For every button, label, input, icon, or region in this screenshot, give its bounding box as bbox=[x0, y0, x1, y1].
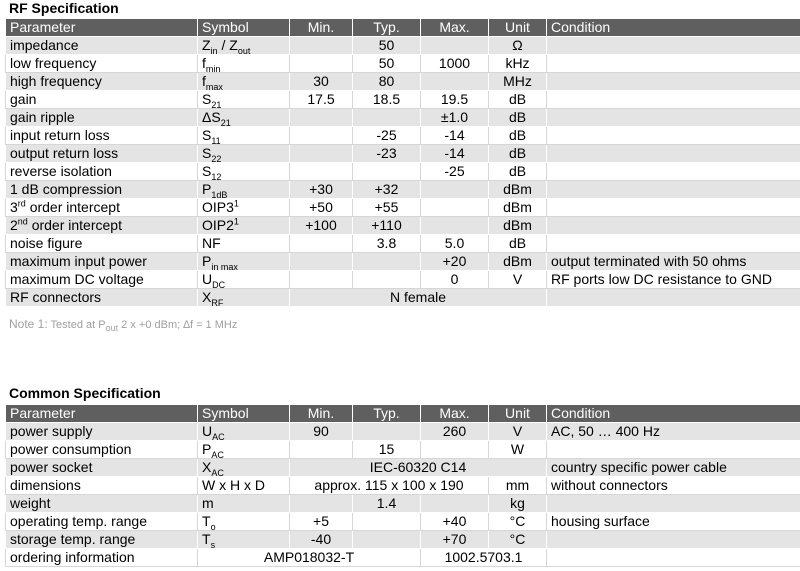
condition-cell bbox=[547, 127, 800, 145]
order-code-cell: 1002.5703.1 bbox=[421, 549, 547, 567]
symbol-superscript: 1 bbox=[233, 216, 239, 227]
parameter-text: power socket bbox=[10, 459, 93, 475]
unit-cell: V bbox=[489, 271, 547, 289]
symbol-text: S bbox=[202, 127, 212, 143]
typ-cell bbox=[353, 423, 421, 441]
symbol-text: X bbox=[202, 459, 212, 475]
parameter-cell bbox=[6, 145, 198, 163]
condition-cell bbox=[547, 289, 800, 307]
column-header: Typ. bbox=[353, 405, 421, 423]
unit-cell: dB bbox=[489, 91, 547, 109]
unit-cell: dB bbox=[489, 163, 547, 181]
min-cell bbox=[290, 163, 353, 181]
symbol-cell bbox=[198, 271, 290, 289]
parameter-text: maximum DC voltage bbox=[10, 271, 144, 287]
table-row bbox=[6, 235, 800, 253]
table-row bbox=[6, 91, 800, 109]
unit-cell: kHz bbox=[489, 55, 547, 73]
typ-cell: -23 bbox=[353, 145, 421, 163]
parameter-sup: rd bbox=[17, 198, 26, 209]
max-cell bbox=[421, 495, 489, 513]
symbol-text: f bbox=[202, 73, 206, 89]
symbol-cell bbox=[198, 235, 290, 253]
symbol-cell bbox=[198, 37, 290, 55]
table-row bbox=[6, 495, 800, 513]
footnote-text-a: Tested at P bbox=[47, 319, 106, 331]
merged-value-cell: N female bbox=[290, 289, 547, 307]
min-cell bbox=[290, 235, 353, 253]
symbol-text: P bbox=[202, 253, 212, 269]
symbol-cell bbox=[198, 145, 290, 163]
symbol-subscript: 12 bbox=[211, 171, 222, 181]
max-cell bbox=[421, 181, 489, 199]
parameter-text: order intercept bbox=[25, 199, 120, 215]
symbol-cell bbox=[198, 199, 290, 217]
order-number-cell: AMP018032-T bbox=[198, 549, 421, 567]
condition-cell bbox=[547, 181, 800, 199]
symbol-cell bbox=[198, 217, 290, 235]
symbol-subscript: in max bbox=[211, 261, 238, 271]
condition-cell: RF ports low DC resistance to GND bbox=[547, 271, 800, 289]
column-header: Unit bbox=[489, 405, 547, 423]
symbol-cell bbox=[198, 531, 290, 549]
column-header: Condition bbox=[547, 19, 800, 37]
typ-cell bbox=[353, 253, 421, 271]
column-header: Parameter bbox=[6, 405, 198, 423]
unit-cell: kg bbox=[489, 495, 547, 513]
typ-cell: +110 bbox=[353, 217, 421, 235]
column-header: Min. bbox=[290, 405, 353, 423]
column-header: Symbol bbox=[198, 19, 290, 37]
table-row bbox=[6, 253, 800, 271]
unit-cell: dB bbox=[489, 127, 547, 145]
condition-cell bbox=[547, 163, 800, 181]
typ-cell: 80 bbox=[353, 73, 421, 91]
max-cell: +70 bbox=[421, 531, 489, 549]
symbol-text: U bbox=[202, 423, 213, 439]
parameter-cell bbox=[6, 477, 198, 495]
column-header: Unit bbox=[489, 19, 547, 37]
condition-cell bbox=[547, 495, 800, 513]
condition-cell bbox=[547, 109, 800, 127]
symbol-cell bbox=[198, 423, 290, 441]
footnote-text-b: 2 x +0 dBm; ∆f = 1 MHz bbox=[118, 319, 238, 331]
table-row bbox=[6, 549, 800, 567]
symbol-text: Z bbox=[202, 37, 211, 53]
min-cell bbox=[290, 127, 353, 145]
typ-cell bbox=[353, 531, 421, 549]
min-cell bbox=[290, 441, 353, 459]
unit-cell: mm bbox=[489, 477, 547, 495]
symbol-cell bbox=[198, 289, 290, 307]
symbol-subscript: AC bbox=[211, 449, 224, 459]
parameter-cell bbox=[6, 109, 198, 127]
symbol-text: m bbox=[202, 495, 214, 511]
table-row bbox=[6, 127, 800, 145]
min-cell bbox=[290, 253, 353, 271]
symbol-text: S bbox=[202, 145, 212, 161]
rf-spec-title: RF Specification bbox=[9, 0, 119, 16]
table-row bbox=[6, 145, 800, 163]
symbol-text: OIP2 bbox=[202, 217, 234, 233]
condition-cell bbox=[547, 91, 800, 109]
symbol-text: S bbox=[202, 163, 212, 179]
parameter-text: dimensions bbox=[10, 477, 81, 493]
parameter-cell bbox=[6, 91, 198, 109]
parameter-prefix: 3 bbox=[10, 199, 18, 215]
symbol-superscript: 1 bbox=[233, 198, 239, 209]
symbol-cell bbox=[198, 109, 290, 127]
table-row bbox=[6, 73, 800, 91]
parameter-text: ordering information bbox=[10, 549, 135, 565]
parameter-cell bbox=[6, 423, 198, 441]
parameter-text: maximum input power bbox=[10, 253, 147, 269]
typ-cell bbox=[353, 163, 421, 181]
parameter-cell bbox=[6, 37, 198, 55]
condition-cell bbox=[547, 531, 800, 549]
symbol-subscript: AC bbox=[211, 467, 224, 477]
parameter-text: gain bbox=[10, 91, 37, 107]
common-spec-table bbox=[5, 404, 800, 567]
parameter-cell bbox=[6, 217, 198, 235]
table-row bbox=[6, 55, 800, 73]
min-cell: 30 bbox=[290, 73, 353, 91]
min-cell bbox=[290, 109, 353, 127]
symbol-text: S bbox=[202, 91, 212, 107]
column-header: Condition bbox=[547, 405, 800, 423]
rf-spec-table bbox=[5, 18, 800, 307]
min-cell bbox=[290, 37, 353, 55]
typ-cell: 15 bbox=[353, 441, 421, 459]
table-row bbox=[6, 441, 800, 459]
condition-cell bbox=[547, 235, 800, 253]
condition-cell: housing surface bbox=[547, 513, 800, 531]
column-header: Typ. bbox=[353, 19, 421, 37]
parameter-cell bbox=[6, 549, 198, 567]
max-cell: 1000 bbox=[421, 55, 489, 73]
min-cell: 90 bbox=[290, 423, 353, 441]
condition-cell: AC, 50 … 400 Hz bbox=[547, 423, 800, 441]
symbol-text: T bbox=[202, 531, 211, 547]
max-cell: ±1.0 bbox=[421, 109, 489, 127]
max-cell: 260 bbox=[421, 423, 489, 441]
min-cell: +30 bbox=[290, 181, 353, 199]
parameter-text: low frequency bbox=[10, 55, 97, 71]
unit-cell: dBm bbox=[489, 217, 547, 235]
symbol-subscript: min bbox=[205, 63, 221, 73]
max-cell: -14 bbox=[421, 127, 489, 145]
parameter-text: reverse isolation bbox=[10, 163, 112, 179]
max-cell: 19.5 bbox=[421, 91, 489, 109]
min-cell: +100 bbox=[290, 217, 353, 235]
condition-cell bbox=[547, 73, 800, 91]
table-row bbox=[6, 459, 800, 477]
unit-cell: °C bbox=[489, 531, 547, 549]
symbol-subscript: max bbox=[205, 81, 223, 91]
parameter-prefix: 2 bbox=[10, 217, 18, 233]
typ-cell bbox=[353, 109, 421, 127]
condition-cell bbox=[547, 549, 800, 567]
parameter-cell bbox=[6, 181, 198, 199]
symbol-text-mid: / Z bbox=[217, 37, 238, 53]
max-cell: 5.0 bbox=[421, 235, 489, 253]
table-row bbox=[6, 163, 800, 181]
parameter-cell bbox=[6, 441, 198, 459]
min-cell bbox=[290, 145, 353, 163]
parameter-cell bbox=[6, 163, 198, 181]
symbol-subscript: 21 bbox=[211, 99, 222, 109]
condition-cell bbox=[547, 37, 800, 55]
condition-cell: without connectors bbox=[547, 477, 800, 495]
symbol-cell bbox=[198, 441, 290, 459]
max-cell bbox=[421, 217, 489, 235]
symbol-subscript: in bbox=[210, 45, 218, 55]
min-cell: +5 bbox=[290, 513, 353, 531]
max-cell: +40 bbox=[421, 513, 489, 531]
parameter-cell bbox=[6, 127, 198, 145]
footnote-sub: out bbox=[105, 323, 119, 334]
typ-cell: -25 bbox=[353, 127, 421, 145]
parameter-text: output return loss bbox=[10, 145, 119, 161]
parameter-text: power consumption bbox=[10, 441, 132, 457]
min-cell: 17.5 bbox=[290, 91, 353, 109]
symbol-text: ΔS bbox=[202, 109, 221, 125]
common-spec-title: Common Specification bbox=[9, 385, 161, 401]
table-row bbox=[6, 109, 800, 127]
symbol-text: P bbox=[202, 181, 212, 197]
parameter-text: input return loss bbox=[10, 127, 110, 143]
unit-cell: dB bbox=[489, 235, 547, 253]
unit-cell: dBm bbox=[489, 199, 547, 217]
table-row bbox=[6, 531, 800, 549]
symbol-cell bbox=[198, 459, 290, 477]
condition-cell bbox=[547, 199, 800, 217]
parameter-cell bbox=[6, 73, 198, 91]
parameter-cell bbox=[6, 513, 198, 531]
column-header: Max. bbox=[421, 19, 489, 37]
symbol-cell bbox=[198, 163, 290, 181]
symbol-subscript-2: out bbox=[237, 45, 251, 55]
parameter-cell bbox=[6, 253, 198, 271]
parameter-text: operating temp. range bbox=[10, 513, 147, 529]
max-cell: 0 bbox=[421, 271, 489, 289]
typ-cell bbox=[353, 271, 421, 289]
table-row bbox=[6, 37, 800, 55]
merged-value-cell: IEC-60320 C14 bbox=[290, 459, 547, 477]
symbol-subscript: 22 bbox=[211, 153, 222, 163]
condition-cell: country specific power cable bbox=[547, 459, 800, 477]
symbol-subscript: o bbox=[210, 521, 216, 531]
parameter-cell bbox=[6, 289, 198, 307]
symbol-text: X bbox=[202, 289, 212, 305]
footnote bbox=[9, 317, 238, 334]
parameter-text: storage temp. range bbox=[10, 531, 136, 547]
typ-cell: +32 bbox=[353, 181, 421, 199]
typ-cell bbox=[353, 513, 421, 531]
parameter-cell bbox=[6, 199, 198, 217]
table-row bbox=[6, 477, 800, 495]
min-cell bbox=[290, 271, 353, 289]
parameter-text: power supply bbox=[10, 423, 93, 439]
unit-cell: Ω bbox=[489, 37, 547, 55]
symbol-cell bbox=[198, 181, 290, 199]
typ-cell: 1.4 bbox=[353, 495, 421, 513]
footnote-label: Note 1: bbox=[9, 317, 48, 331]
typ-cell: 50 bbox=[353, 37, 421, 55]
symbol-subscript: RF bbox=[211, 297, 224, 307]
symbol-text: OIP3 bbox=[202, 199, 234, 215]
table-row bbox=[6, 289, 800, 307]
unit-cell: dBm bbox=[489, 181, 547, 199]
max-cell bbox=[421, 441, 489, 459]
unit-cell: °C bbox=[489, 513, 547, 531]
table-row bbox=[6, 217, 800, 235]
column-header: Symbol bbox=[198, 405, 290, 423]
parameter-text: noise figure bbox=[10, 235, 83, 251]
symbol-cell bbox=[198, 513, 290, 531]
parameter-text: 1 dB compression bbox=[10, 181, 123, 197]
unit-cell: V bbox=[489, 423, 547, 441]
unit-cell: W bbox=[489, 441, 547, 459]
unit-cell: MHz bbox=[489, 73, 547, 91]
symbol-subscript: DC bbox=[212, 279, 226, 289]
typ-cell: +55 bbox=[353, 199, 421, 217]
max-cell bbox=[421, 37, 489, 55]
table-row bbox=[6, 423, 800, 441]
typ-cell: 18.5 bbox=[353, 91, 421, 109]
parameter-cell bbox=[6, 235, 198, 253]
min-cell bbox=[290, 495, 353, 513]
symbol-cell bbox=[198, 55, 290, 73]
symbol-subscript: 11 bbox=[211, 135, 221, 145]
condition-cell bbox=[547, 145, 800, 163]
min-cell: +50 bbox=[290, 199, 353, 217]
symbol-cell bbox=[198, 477, 290, 495]
max-cell bbox=[421, 73, 489, 91]
max-cell: -14 bbox=[421, 145, 489, 163]
column-header: Max. bbox=[421, 405, 489, 423]
parameter-text: weight bbox=[10, 495, 51, 511]
symbol-subscript: AC bbox=[212, 431, 225, 441]
parameter-cell bbox=[6, 531, 198, 549]
symbol-subscript: s bbox=[210, 539, 216, 549]
max-cell bbox=[421, 199, 489, 217]
typ-cell: 50 bbox=[353, 55, 421, 73]
symbol-text: NF bbox=[202, 235, 221, 251]
parameter-cell bbox=[6, 459, 198, 477]
min-cell bbox=[290, 55, 353, 73]
typ-cell: 3.8 bbox=[353, 235, 421, 253]
table-row bbox=[6, 181, 800, 199]
symbol-text: P bbox=[202, 441, 212, 457]
symbol-subscript: 21 bbox=[220, 117, 231, 127]
unit-cell: dB bbox=[489, 145, 547, 163]
table-header-row bbox=[6, 19, 800, 37]
parameter-cell bbox=[6, 495, 198, 513]
parameter-text: high frequency bbox=[10, 73, 102, 89]
parameter-text: order intercept bbox=[27, 217, 122, 233]
symbol-text: U bbox=[202, 271, 213, 287]
max-cell: +20 bbox=[421, 253, 489, 271]
condition-cell bbox=[547, 55, 800, 73]
table-row bbox=[6, 271, 800, 289]
column-header: Parameter bbox=[6, 19, 198, 37]
parameter-cell bbox=[6, 271, 198, 289]
symbol-cell bbox=[198, 253, 290, 271]
parameter-cell bbox=[6, 55, 198, 73]
parameter-sup: nd bbox=[17, 216, 28, 227]
max-cell: -25 bbox=[421, 163, 489, 181]
condition-cell bbox=[547, 217, 800, 235]
min-cell: -40 bbox=[290, 531, 353, 549]
parameter-text: gain ripple bbox=[10, 109, 75, 125]
merged-value-cell: approx. 115 x 100 x 190 bbox=[290, 477, 489, 495]
unit-cell: dB bbox=[489, 109, 547, 127]
column-header: Min. bbox=[290, 19, 353, 37]
table-row bbox=[6, 199, 800, 217]
unit-cell: dBm bbox=[489, 253, 547, 271]
symbol-text: T bbox=[202, 513, 211, 529]
parameter-text: impedance bbox=[10, 37, 79, 53]
symbol-text: f bbox=[202, 55, 206, 71]
symbol-cell bbox=[198, 495, 290, 513]
condition-cell bbox=[547, 441, 800, 459]
symbol-text: W x H x D bbox=[202, 477, 265, 493]
condition-cell: output terminated with 50 ohms bbox=[547, 253, 800, 271]
symbol-subscript: 1dB bbox=[211, 189, 228, 199]
table-row bbox=[6, 513, 800, 531]
parameter-text: RF connectors bbox=[10, 289, 102, 305]
symbol-cell bbox=[198, 91, 290, 109]
symbol-cell bbox=[198, 73, 290, 91]
symbol-cell bbox=[198, 127, 290, 145]
table-header-row bbox=[6, 405, 800, 423]
